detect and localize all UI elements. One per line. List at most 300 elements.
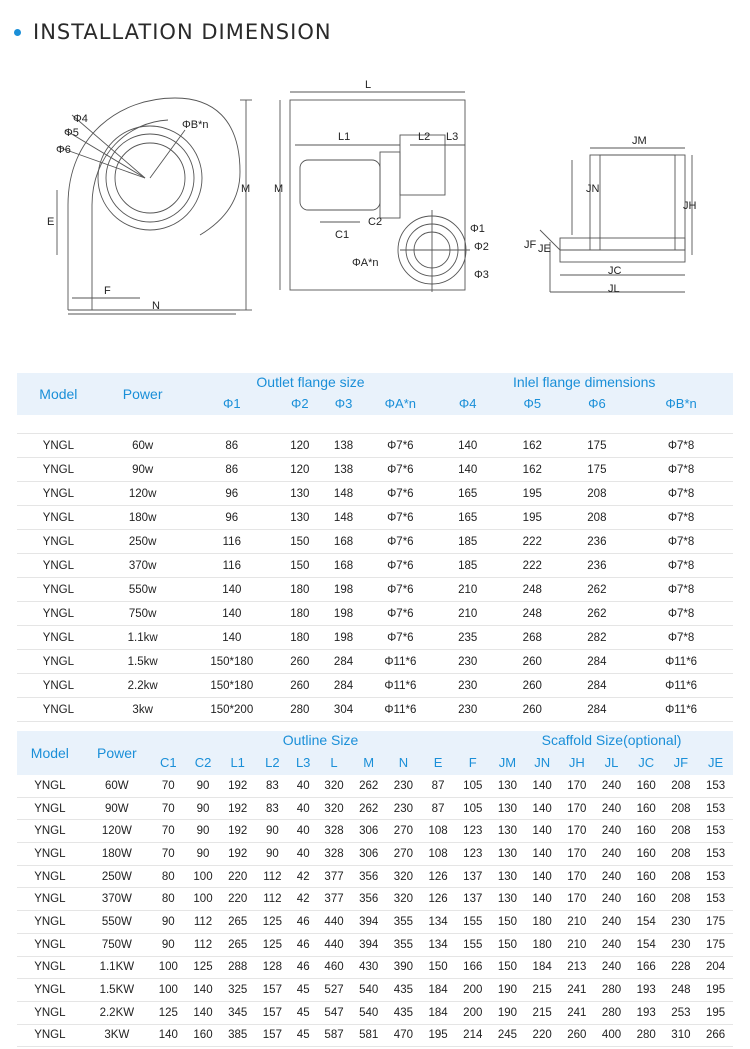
table-cell: YNGL — [17, 911, 83, 934]
label-C2: C2 — [368, 216, 383, 228]
table-cell: YNGL — [17, 602, 100, 626]
table-cell: YNGL — [17, 775, 83, 797]
table-cell: 394 — [351, 933, 386, 956]
label-JC: JC — [608, 265, 622, 277]
table-cell: 180 — [278, 626, 322, 650]
sub-header-cell: E — [433, 754, 443, 770]
table-row — [17, 979, 733, 1002]
sub-header-cell: JC — [638, 754, 655, 770]
table-cell: 250w — [100, 530, 186, 554]
table-cell: Φ7*6 — [365, 578, 435, 602]
table-cell: 377 — [317, 865, 352, 888]
table-cell: 155 — [455, 911, 490, 934]
table-cell: 80 — [151, 888, 186, 911]
table-cell: 83 — [255, 775, 290, 797]
table-cell: 162 — [500, 434, 565, 458]
table-cell: 200 — [455, 1001, 490, 1024]
table-cell: 220 — [220, 865, 255, 888]
table-cell: 192 — [220, 820, 255, 843]
table-cell: 70 — [151, 820, 186, 843]
table-cell: 306 — [351, 820, 386, 843]
table-cell: Φ7*8 — [629, 554, 733, 578]
sub-header-cell: JL — [604, 754, 619, 770]
label-JH: JH — [683, 200, 697, 212]
table-cell: 540 — [351, 1001, 386, 1024]
table-cell: 153 — [698, 820, 733, 843]
label-phiAn: ΦA*n — [352, 257, 379, 269]
table-cell: 140 — [435, 434, 500, 458]
table-cell: 240 — [594, 911, 629, 934]
table-cell: 150 — [490, 956, 525, 979]
table-row — [17, 698, 733, 722]
table-cell: 184 — [525, 956, 560, 979]
table-cell: 105 — [455, 797, 490, 820]
table-cell: 250W — [83, 865, 151, 888]
table-cell: YNGL — [17, 843, 83, 866]
table-cell: 120W — [83, 820, 151, 843]
table-cell: 215 — [525, 979, 560, 1002]
table-cell: 175 — [698, 911, 733, 934]
table-cell: 230 — [664, 933, 699, 956]
table-cell: 168 — [322, 530, 366, 554]
label-F: F — [104, 285, 111, 297]
table-cell: 175 — [565, 434, 630, 458]
table-cell: 140 — [525, 775, 560, 797]
label-E: E — [47, 216, 55, 228]
table-row — [17, 674, 733, 698]
table-cell: YNGL — [17, 979, 83, 1002]
table-cell: Φ7*8 — [629, 602, 733, 626]
table-cell: 153 — [698, 865, 733, 888]
label-C1: C1 — [335, 229, 350, 241]
table-cell: 140 — [525, 820, 560, 843]
table-row — [17, 933, 733, 956]
table-cell: 112 — [255, 888, 290, 911]
group-header-outline: Outline Size — [282, 732, 359, 748]
table-cell: 220 — [220, 888, 255, 911]
table-cell: Φ7*6 — [365, 626, 435, 650]
table-cell: 166 — [455, 956, 490, 979]
table-cell: 581 — [351, 1024, 386, 1047]
flange-size-table — [17, 373, 733, 722]
table-cell: YNGL — [17, 865, 83, 888]
label-phi4: Φ4 — [73, 113, 88, 125]
outline-size-table — [17, 731, 733, 1047]
table-cell: 210 — [559, 911, 594, 934]
table-cell: 180W — [83, 843, 151, 866]
label-N: N — [152, 300, 160, 312]
table-cell: 150*180 — [186, 674, 278, 698]
table-cell: 320 — [386, 865, 421, 888]
table-cell: 240 — [594, 865, 629, 888]
table-cell: Φ7*6 — [365, 506, 435, 530]
table-cell: 320 — [317, 797, 352, 820]
table-cell: 198 — [322, 578, 366, 602]
table-cell: Φ7*6 — [365, 602, 435, 626]
table-cell: 1.1KW — [83, 956, 151, 979]
table-cell: 435 — [386, 1001, 421, 1024]
table-cell: 40 — [290, 843, 317, 866]
table-cell: Φ7*8 — [629, 530, 733, 554]
table-cell: 2.2kw — [100, 674, 186, 698]
table-cell: YNGL — [17, 1024, 83, 1047]
table-cell: YNGL — [17, 506, 100, 530]
table-cell: 282 — [565, 626, 630, 650]
table-cell: 170 — [559, 888, 594, 911]
sub-header-cell: JH — [568, 754, 585, 770]
table-cell: 208 — [664, 888, 699, 911]
table-cell: 214 — [455, 1024, 490, 1047]
col-header-model: Model — [30, 745, 69, 761]
table-cell: 153 — [698, 775, 733, 797]
table-cell: 153 — [698, 888, 733, 911]
table-cell: 130 — [490, 843, 525, 866]
table-cell: 150 — [278, 554, 322, 578]
table-cell: 140 — [525, 888, 560, 911]
col-header-model: Model — [39, 386, 78, 402]
table-cell: 108 — [421, 843, 456, 866]
table-cell: 86 — [186, 434, 278, 458]
table-cell: Φ7*6 — [365, 458, 435, 482]
table-row — [17, 482, 733, 506]
table-cell: 248 — [500, 578, 565, 602]
table-cell: Φ11*6 — [629, 650, 733, 674]
table-cell: 241 — [559, 979, 594, 1002]
table-cell: 260 — [500, 674, 565, 698]
sub-header-cell: M — [363, 754, 375, 770]
table-cell: 130 — [490, 820, 525, 843]
table-cell: 192 — [220, 797, 255, 820]
table-cell: 198 — [322, 626, 366, 650]
table-cell: 175 — [565, 458, 630, 482]
sub-header-cell: JE — [708, 754, 724, 770]
table-cell: 750w — [100, 602, 186, 626]
table-cell: 435 — [386, 979, 421, 1002]
table-cell: 280 — [278, 698, 322, 722]
table-cell: 320 — [317, 775, 352, 797]
table-cell: 96 — [186, 482, 278, 506]
table-cell: 123 — [455, 843, 490, 866]
sub-header-cell: L2 — [265, 754, 280, 770]
table-cell: 130 — [490, 888, 525, 911]
table-cell: 195 — [500, 506, 565, 530]
table-cell: YNGL — [17, 554, 100, 578]
table-cell: 1.5kw — [100, 650, 186, 674]
table-cell: 306 — [351, 843, 386, 866]
table-row — [17, 820, 733, 843]
table-cell: 90 — [255, 843, 290, 866]
table-cell: Φ11*6 — [629, 674, 733, 698]
table-row — [17, 865, 733, 888]
table-cell: 148 — [322, 482, 366, 506]
sub-header-cell: F — [468, 754, 477, 770]
label-JE: JE — [538, 243, 551, 255]
sub-header-cell: N — [398, 754, 409, 770]
table-cell: 210 — [559, 933, 594, 956]
table-cell: 45 — [290, 979, 317, 1002]
table-cell: 160 — [629, 843, 664, 866]
group-header-outlet: Outlet flange size — [256, 374, 365, 390]
table-cell: 40 — [290, 775, 317, 797]
table-cell: 240 — [594, 933, 629, 956]
table-cell: 185 — [435, 554, 500, 578]
table-cell: 100 — [186, 888, 221, 911]
table-cell: 120w — [100, 482, 186, 506]
table-cell: 60W — [83, 775, 151, 797]
table-row — [17, 888, 733, 911]
table-cell: 284 — [565, 674, 630, 698]
table-cell: 126 — [421, 888, 456, 911]
table-cell: 184 — [421, 1001, 456, 1024]
table-cell: YNGL — [17, 626, 100, 650]
sub-header-cell: Φ6 — [588, 395, 606, 411]
table-cell: 112 — [255, 865, 290, 888]
table-cell: 60w — [100, 434, 186, 458]
table-cell: 195 — [500, 482, 565, 506]
table-cell: 112 — [186, 911, 221, 934]
table-row — [17, 956, 733, 979]
table-cell: 160 — [186, 1024, 221, 1047]
table-cell: 260 — [500, 650, 565, 674]
table-cell: 154 — [629, 933, 664, 956]
table-cell: 160 — [629, 888, 664, 911]
table-cell: Φ7*8 — [629, 458, 733, 482]
table-cell: 137 — [455, 865, 490, 888]
table-cell: 70 — [151, 797, 186, 820]
table-cell: 125 — [186, 956, 221, 979]
table-cell: 140 — [186, 578, 278, 602]
table-cell: 148 — [322, 506, 366, 530]
table-cell: 377 — [317, 888, 352, 911]
table-cell: 215 — [525, 1001, 560, 1024]
table-cell: 460 — [317, 956, 352, 979]
table-cell: 90 — [186, 797, 221, 820]
table-cell: 193 — [629, 1001, 664, 1024]
table-cell: 320 — [386, 888, 421, 911]
table-cell: 70 — [151, 775, 186, 797]
table-row — [17, 434, 733, 458]
table-cell: 262 — [351, 797, 386, 820]
table-cell: 140 — [186, 602, 278, 626]
table-cell: 527 — [317, 979, 352, 1002]
table-cell: 90 — [186, 775, 221, 797]
table-cell: YNGL — [17, 434, 100, 458]
table-cell: 1.5KW — [83, 979, 151, 1002]
table-cell: 208 — [565, 482, 630, 506]
table-cell: 240 — [594, 888, 629, 911]
table-cell: 120 — [278, 434, 322, 458]
table-cell: 284 — [322, 674, 366, 698]
table-cell: YNGL — [17, 888, 83, 911]
table-cell: 45 — [290, 1001, 317, 1024]
sub-header-cell: Φ4 — [458, 395, 477, 411]
sub-header-cell: C1 — [160, 754, 177, 770]
table-cell: 2.2KW — [83, 1001, 151, 1024]
table-cell: 385 — [220, 1024, 255, 1047]
table-cell: 175 — [698, 933, 733, 956]
outline-table-body — [17, 775, 733, 1047]
table-cell: Φ11*6 — [365, 698, 435, 722]
label-phi2: Φ2 — [474, 241, 489, 253]
table-cell: 550W — [83, 911, 151, 934]
label-phi3: Φ3 — [474, 269, 489, 281]
sub-header-cell: ΦA*n — [384, 395, 417, 411]
table-cell: 262 — [565, 602, 630, 626]
table-row — [17, 602, 733, 626]
table-cell: YNGL — [17, 820, 83, 843]
table-cell: 170 — [559, 775, 594, 797]
table-cell: 87 — [421, 797, 456, 820]
table-cell: 430 — [351, 956, 386, 979]
table-cell: YNGL — [17, 698, 100, 722]
table-row — [17, 843, 733, 866]
table-cell: 195 — [698, 1001, 733, 1024]
table-cell: 587 — [317, 1024, 352, 1047]
table-cell: 310 — [664, 1024, 699, 1047]
table-cell: 150 — [421, 956, 456, 979]
table-cell: 45 — [290, 1024, 317, 1047]
sub-header-cell: Φ3 — [334, 395, 353, 411]
label-L1: L1 — [338, 131, 351, 143]
label-JM: JM — [632, 135, 647, 147]
table-cell: 153 — [698, 843, 733, 866]
table-cell: 137 — [455, 888, 490, 911]
table-cell: 184 — [421, 979, 456, 1002]
table-cell: 138 — [322, 458, 366, 482]
table-cell: 46 — [290, 933, 317, 956]
table-row — [17, 797, 733, 820]
table-cell: 90 — [255, 820, 290, 843]
sub-header-cell: Φ5 — [523, 395, 542, 411]
table-cell: 345 — [220, 1001, 255, 1024]
table-cell: 222 — [500, 554, 565, 578]
table-cell: 125 — [151, 1001, 186, 1024]
table-cell: 140 — [525, 843, 560, 866]
table-cell: 130 — [278, 506, 322, 530]
section-title: INSTALLATION DIMENSION — [33, 20, 332, 44]
table-cell: 236 — [565, 554, 630, 578]
table-cell: 90W — [83, 797, 151, 820]
table-cell: 355 — [386, 911, 421, 934]
table-cell: 230 — [435, 650, 500, 674]
table-cell: 240 — [594, 956, 629, 979]
sub-header-cell: JF — [673, 754, 689, 770]
table-cell: 125 — [255, 911, 290, 934]
table-row — [17, 530, 733, 554]
sub-header-cell: C2 — [194, 754, 212, 770]
table-cell: 241 — [559, 1001, 594, 1024]
installation-drawing — [0, 60, 750, 330]
table-cell: YNGL — [17, 482, 100, 506]
table-cell: 130 — [278, 482, 322, 506]
table-cell: 155 — [455, 933, 490, 956]
table-cell: Φ7*6 — [365, 554, 435, 578]
sub-header-cell: L3 — [295, 754, 311, 770]
table-cell: 46 — [290, 956, 317, 979]
table-cell: 140 — [186, 626, 278, 650]
table-cell: 208 — [664, 865, 699, 888]
table-cell: 190 — [490, 1001, 525, 1024]
table-cell: 253 — [664, 1001, 699, 1024]
table-cell: 180 — [525, 911, 560, 934]
table-cell: 260 — [278, 674, 322, 698]
table-cell: 248 — [664, 979, 699, 1002]
table-cell: Φ7*8 — [629, 626, 733, 650]
label-JF: JF — [524, 239, 537, 251]
table-cell: 90 — [151, 933, 186, 956]
table-cell: 192 — [220, 775, 255, 797]
table-cell: 288 — [220, 956, 255, 979]
table-cell: Φ7*6 — [365, 434, 435, 458]
table-cell: 284 — [565, 650, 630, 674]
table-cell: 195 — [421, 1024, 456, 1047]
group-header-scaffold: Scaffold Size(optional) — [541, 732, 682, 748]
table-cell: 134 — [421, 911, 456, 934]
table-cell: 213 — [559, 956, 594, 979]
table-cell: 108 — [421, 820, 456, 843]
table-cell: 130 — [490, 797, 525, 820]
table-cell: 440 — [317, 911, 352, 934]
table-cell: Φ11*6 — [365, 650, 435, 674]
table-cell: 100 — [151, 979, 186, 1002]
table-cell: 1.1kw — [100, 626, 186, 650]
table-cell: 270 — [386, 843, 421, 866]
table-cell: 280 — [594, 979, 629, 1002]
table-cell: 150 — [490, 911, 525, 934]
table-cell: 170 — [559, 865, 594, 888]
table-cell: YNGL — [17, 674, 100, 698]
table-cell: 240 — [594, 775, 629, 797]
table-cell: 262 — [351, 775, 386, 797]
group-header-inlet: Inlel flange dimensions — [512, 374, 656, 390]
table-row — [17, 506, 733, 530]
table-cell: 750W — [83, 933, 151, 956]
table-cell: 190 — [490, 979, 525, 1002]
table-cell: 440 — [317, 933, 352, 956]
table-cell: 166 — [629, 956, 664, 979]
table-cell: 260 — [559, 1024, 594, 1047]
table-cell: 112 — [186, 933, 221, 956]
table-cell: 356 — [351, 865, 386, 888]
table-cell: 208 — [664, 775, 699, 797]
sub-header-cell: Φ2 — [291, 395, 309, 411]
table-cell: 370W — [83, 888, 151, 911]
table-cell: 87 — [421, 775, 456, 797]
table-row — [17, 626, 733, 650]
table-cell: 116 — [186, 530, 278, 554]
table-cell: 248 — [500, 602, 565, 626]
table-cell: 3kw — [100, 698, 186, 722]
table-cell: YNGL — [17, 933, 83, 956]
table-cell: 140 — [525, 865, 560, 888]
table-cell: 165 — [435, 482, 500, 506]
table-cell: 140 — [435, 458, 500, 482]
sub-header-cell: JM — [498, 754, 517, 770]
table-cell: Φ7*8 — [629, 578, 733, 602]
table-cell: Φ7*6 — [365, 482, 435, 506]
table-cell: 200 — [455, 979, 490, 1002]
table-cell: 170 — [559, 820, 594, 843]
table-cell: 193 — [629, 979, 664, 1002]
table-row — [17, 458, 733, 482]
table-cell: Φ11*6 — [629, 698, 733, 722]
table-cell: 222 — [500, 530, 565, 554]
table-cell: 280 — [594, 1001, 629, 1024]
table-cell: 125 — [255, 933, 290, 956]
table-cell: 80 — [151, 865, 186, 888]
label-M-front: M — [241, 183, 251, 195]
table-cell: 140 — [151, 1024, 186, 1047]
